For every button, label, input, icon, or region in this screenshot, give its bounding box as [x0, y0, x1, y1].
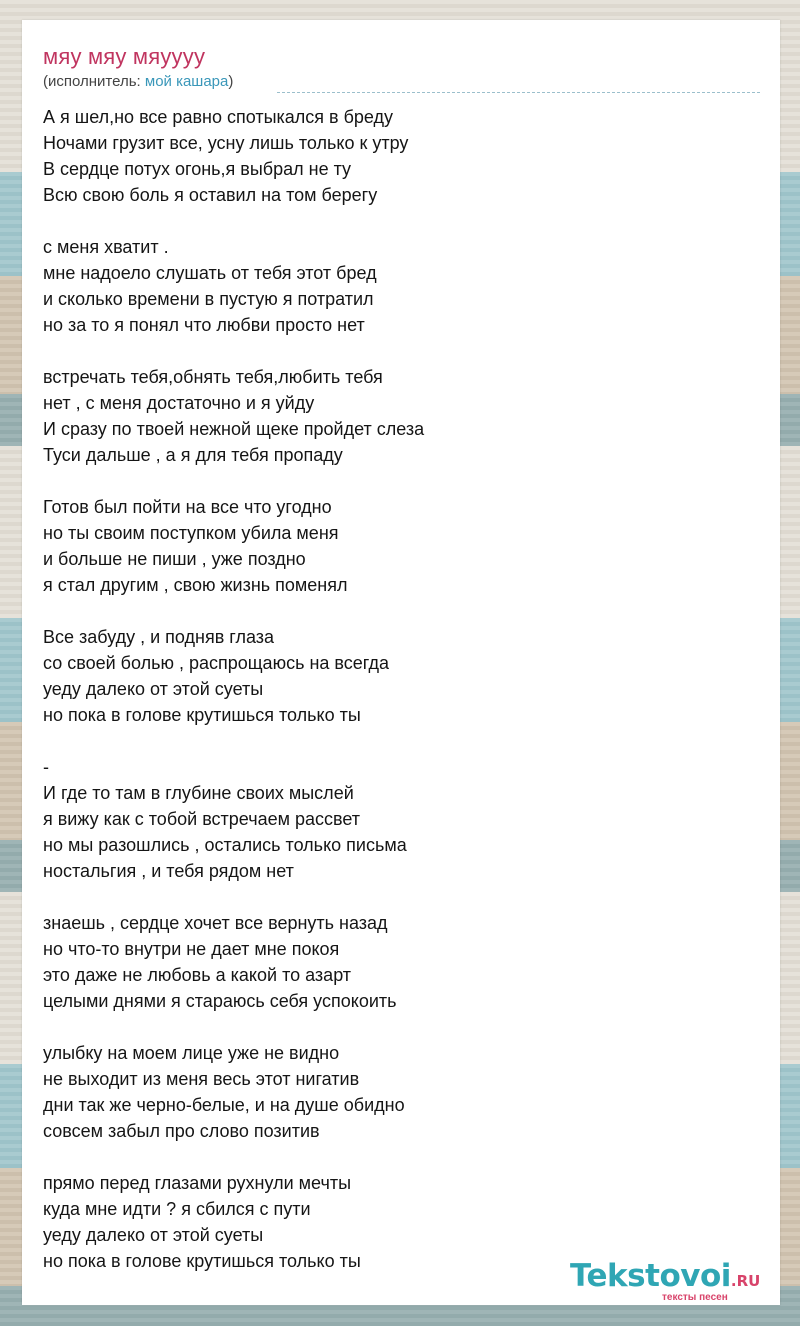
artist-line [43, 73, 233, 90]
lyric-line: нет , с меня достаточно и я уйду [43, 393, 315, 413]
lyric-line: ностальгия , и тебя рядом нет [43, 861, 294, 881]
lyric-line: прямо перед глазами рухнули мечты [43, 1173, 352, 1193]
lyric-line: В сердце потух огонь,я выбрал не ту [43, 159, 352, 179]
lyric-line: Всю свою боль я оставил на том берегу [43, 185, 378, 205]
lyric-line [43, 728, 424, 754]
lyric-line: А я шел,но все равно спотыкался в бреду [43, 107, 394, 127]
lyric-line: и сколько времени в пустую я потратил [43, 289, 374, 309]
lyric-line: совсем забыл про слово позитив [43, 1121, 320, 1141]
lyric-line: но что-то внутри не дает мне покоя [43, 939, 340, 959]
lyric-line: И где то там в глубине своих мыслей [43, 783, 354, 803]
lyrics-card [22, 20, 780, 1305]
lyric-line: Готов был пойти на все что угодно [43, 497, 332, 517]
lyric-line: знаешь , сердце хочет все вернуть назад [43, 913, 388, 933]
lyric-line: со своей болью , распрощаюсь на всегда [43, 653, 390, 673]
lyric-line [43, 1144, 424, 1170]
lyric-line [43, 338, 424, 364]
lyric-line: Туси дальше , а я для тебя пропаду [43, 445, 343, 465]
artist-prefix: (исполнитель: [43, 73, 145, 90]
logo-wordmark [570, 1258, 760, 1294]
lyric-line: Ночами грузит все, усну лишь только к утру [43, 133, 409, 153]
lyric-line: я вижу как с тобой встречаем рассвет [43, 809, 361, 829]
lyric-line: - [43, 757, 49, 777]
lyric-line: я стал другим , свою жизнь поменял [43, 575, 348, 595]
logo-tagline: тексты песен [662, 1292, 728, 1303]
lyric-line [43, 598, 424, 624]
lyric-line: но за то я понял что любви просто нет [43, 315, 365, 335]
lyric-line: с меня хватит . [43, 237, 169, 257]
lyric-line [43, 208, 424, 234]
lyric-line: уеду далеко от этой суеты [43, 679, 264, 699]
lyric-line: встречать тебя,обнять тебя,любить тебя [43, 367, 383, 387]
lyric-line [43, 884, 424, 910]
logo-domain: .RU [730, 1272, 761, 1290]
lyric-line: уеду далеко от этой суеты [43, 1225, 264, 1245]
artist-link[interactable]: мой кашара [144, 73, 229, 90]
lyric-line: но пока в голове крутишься только ты [43, 705, 361, 725]
title-divider [277, 92, 760, 93]
lyric-line: не выходит из меня весь этот нигатив [43, 1069, 360, 1089]
lyric-line [43, 1014, 424, 1040]
lyric-line: но мы разошлись , остались только письма [43, 835, 407, 855]
lyric-line: дни так же черно-белые, и на душе обидно [43, 1095, 405, 1115]
lyric-line: куда мне идти ? я сбился с пути [43, 1199, 311, 1219]
artist-suffix: ) [228, 73, 234, 90]
lyric-line: но ты своим поступком убила меня [43, 523, 339, 543]
lyric-line: целыми днями я стараюсь себя успокоить [43, 991, 397, 1011]
lyric-line: но пока в голове крутишься только ты [43, 1251, 361, 1271]
song-title: мяу мяу мяуууу [43, 44, 206, 69]
logo-main-text: Tekstovoi [570, 1258, 731, 1294]
lyric-line: И сразу по твоей нежной щеке пройдет слеза [43, 419, 425, 439]
lyrics-text [43, 104, 424, 1274]
lyric-line [43, 468, 424, 494]
lyric-line: улыбку на моем лице уже не видно [43, 1043, 340, 1063]
site-logo[interactable] [570, 1258, 780, 1302]
lyric-line: мне надоело слушать от тебя этот бред [43, 263, 377, 283]
lyric-line: и больше не пиши , уже поздно [43, 549, 306, 569]
lyric-line: Все забуду , и подняв глаза [43, 627, 275, 647]
lyric-line: это даже не любовь а какой то азарт [43, 965, 352, 985]
